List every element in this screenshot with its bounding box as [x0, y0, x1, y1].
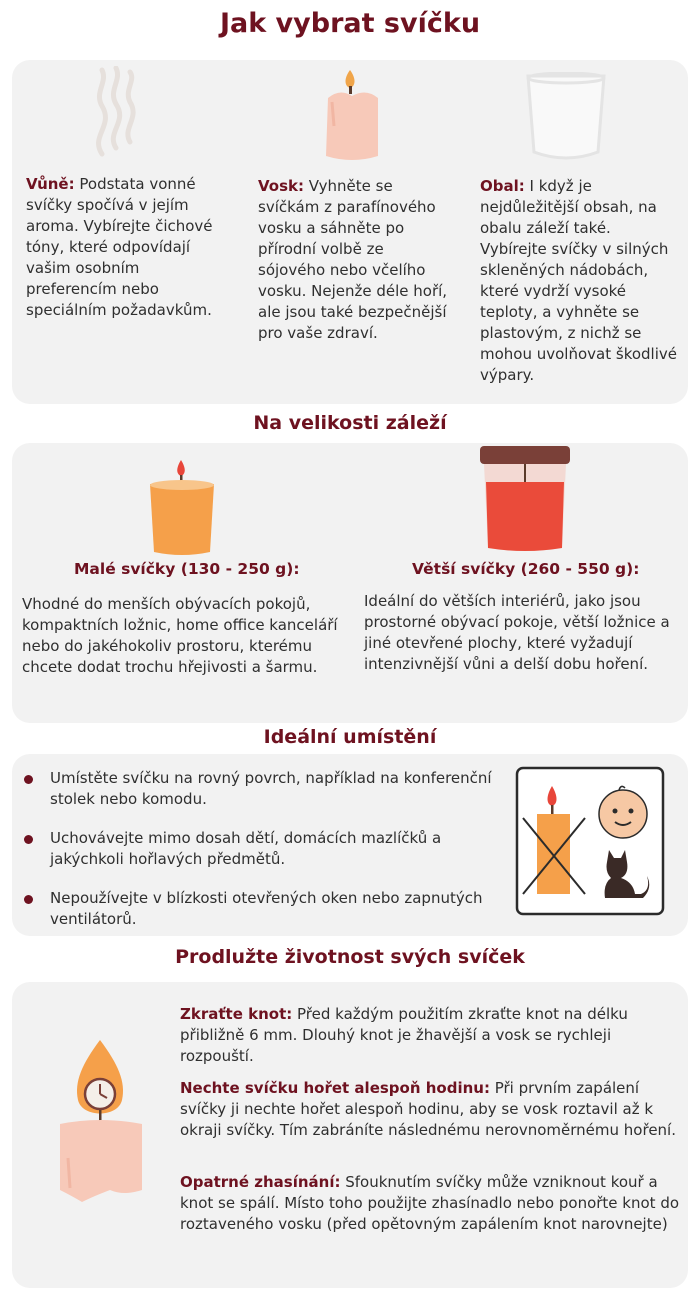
scent-text: [26, 174, 226, 321]
page-title: Jak vybrat svíčku: [219, 8, 481, 39]
size-panel: [12, 443, 688, 723]
small-candle-icon: [146, 458, 218, 558]
scent-desc: Podstata vonné svíčky spočívá v jejím aroma. Vybírejte čichové tóny, které odpovídají vašim osobním preferencím nebo speciálním požadavkům.: [26, 175, 213, 319]
clock-candle-icon: [54, 1038, 154, 1204]
small-candle-label: Malé svíčky (130 - 250 g):: [74, 560, 300, 578]
extinguish-text: [180, 1172, 685, 1235]
list-item: Umístěte svíčku na rovný povrch, například na konferenční stolek nebo komodu.: [24, 768, 494, 810]
trim-label: Zkraťte knot:: [180, 1005, 293, 1023]
large-candle-icon: [476, 442, 574, 554]
container-desc: I když je nejdůležitější obsah, na obalu záleží také. Vybírejte svíčky v silných skleněných nádobách, které vydrží vysoké teploty, a vyhněte se plastovým, z nichž se mohou uvolňovat škodlivé výpary.: [480, 177, 677, 384]
small-candle-text: Vhodné do menších obývacích pokojů, kompaktních ložnic, home office kanceláří nebo do jakéhokoliv prostoru, kterému chcete dodat trochu hřejivosti a šarmu.: [22, 595, 338, 676]
scent-label: Vůně:: [26, 175, 75, 193]
wax-text: [258, 176, 448, 344]
large-candle-text: Ideální do větších interiérů, jako jsou prostorné obývací pokoje, větší ložnice a jiné otevřené plochy, které vyžadují intenzivnější vůni a delší dobu hoření.: [364, 592, 670, 673]
placement-heading: Ideální umístění: [263, 726, 437, 748]
burn-desc: Při prvním zapálení svíčky ji nechte hořet alespoň hodinu, aby se vosk roztavil až k okraji svíčky. Tím zabráníte následnému nerovnoměrnému hoření.: [180, 1079, 676, 1139]
glass-jar-icon: [524, 72, 608, 164]
extinguish-label: Opatrné zhasínání:: [180, 1173, 341, 1191]
container-text: [480, 176, 680, 386]
wax-desc: Vyhněte se svíčkám z parafínového vosku a sáhněte po přírodní volbě ze sójového nebo včelího vosku. Nejenže déle hoří, ale jsou také bezpečnější pro vaše zdraví.: [258, 177, 448, 342]
trim-desc: Před každým použitím zkraťte knot na délku přibližně 6 mm. Dlouhý knot je žhavější a vosk se rychleji rozpouští.: [180, 1005, 628, 1065]
smoke-icon: [88, 66, 144, 158]
size-heading: Na velikosti záleží: [253, 412, 447, 434]
large-candle-label: Větší svíčky (260 - 550 g):: [412, 560, 640, 578]
list-item: Nepoužívejte v blízkosti otevřených oken nebo zapnutých ventilátorů.: [24, 888, 494, 930]
list-item: Uchovávejte mimo dosah dětí, domácích mazlíčků a jakýchkoli hořlavých předmětů.: [24, 828, 494, 870]
trim-text: [180, 1004, 685, 1067]
burn-label: Nechte svíčku hořet alespoň hodinu:: [180, 1079, 490, 1097]
wax-label: Vosk:: [258, 177, 304, 195]
life-heading: Prodlužte životnost svých svíček: [175, 946, 525, 968]
candle-child-cat-warning-icon: [515, 766, 665, 916]
container-label: Obal:: [480, 177, 525, 195]
pillar-candle-icon: [322, 66, 382, 164]
extinguish-desc: Sfouknutím svíčky může vzniknout kouř a knot se spálí. Místo toho použijte zhasínadlo nebo ponořte knot do roztaveného vosku (před opětovným zapálením knot narovnejte): [180, 1173, 680, 1233]
burn-text: [180, 1078, 685, 1141]
